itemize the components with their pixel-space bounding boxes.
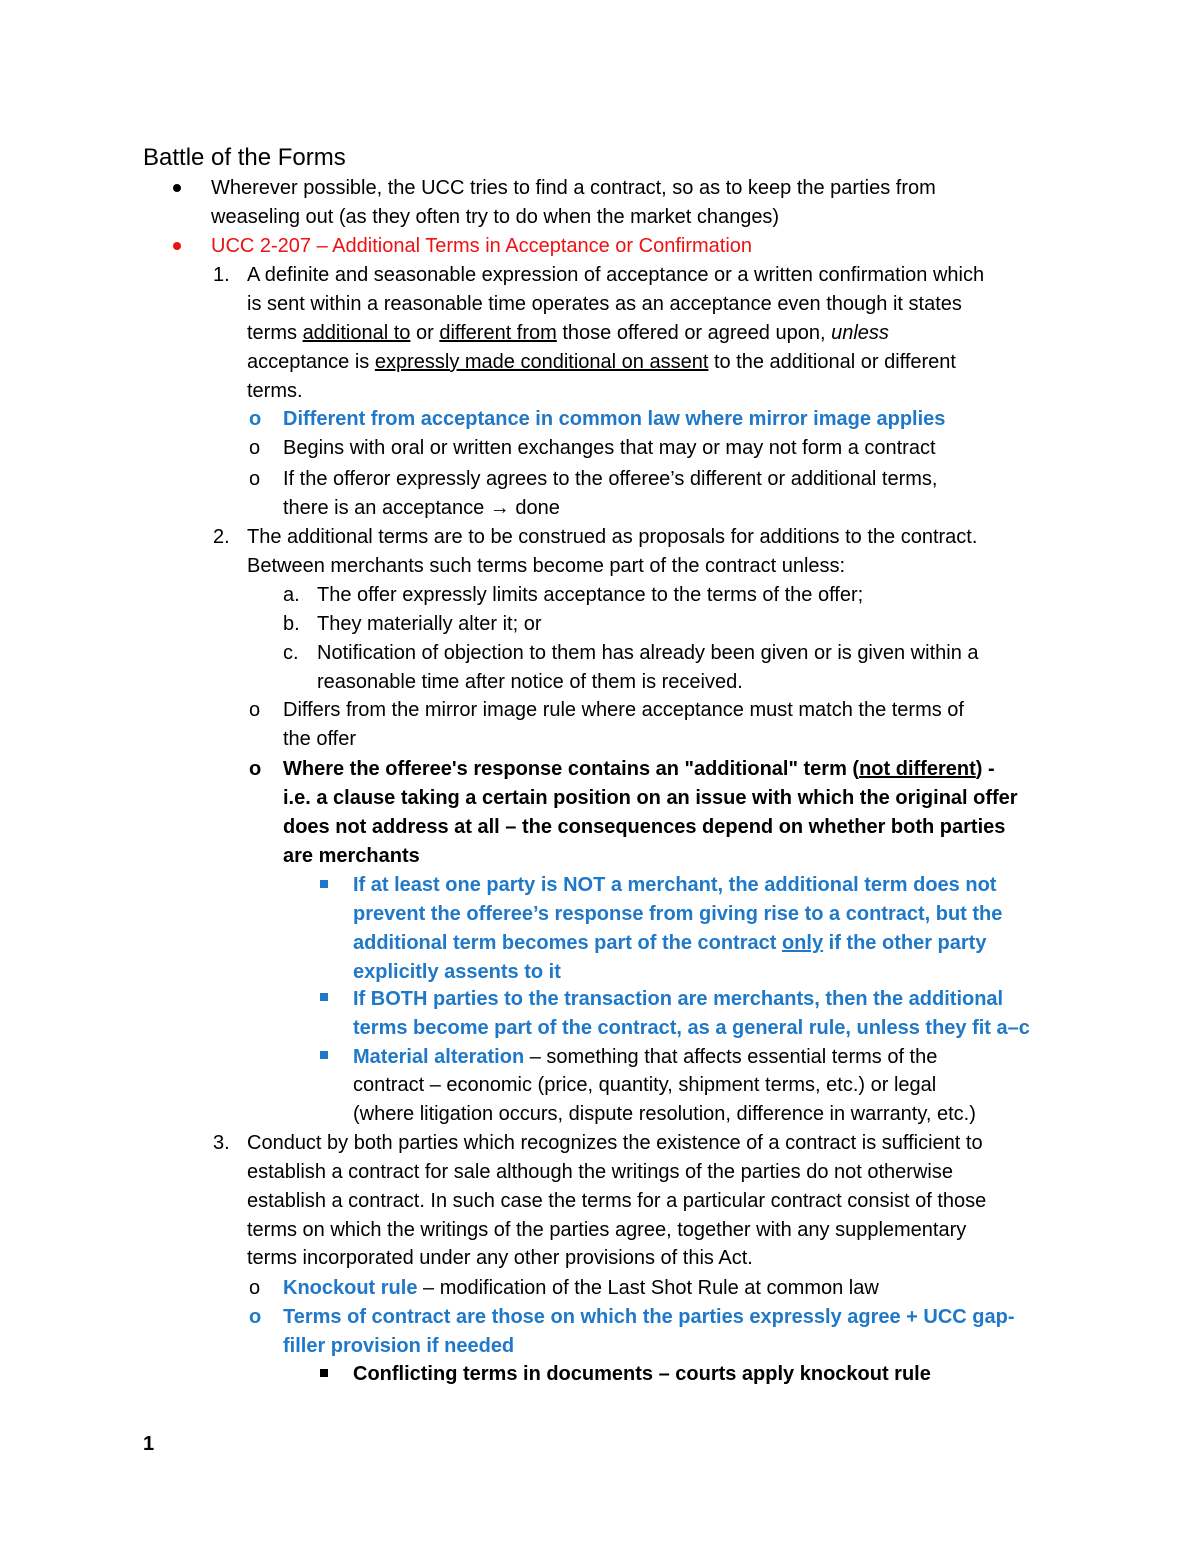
item-1-line-5: terms. [247, 380, 303, 402]
item-3-sub-1: Knockout rule – modification of the Last Shot Rule at common law [283, 1277, 879, 1299]
sub-bullet-marker: o [249, 758, 262, 780]
item-2-line-2: Between merchants such terms become part of the contract unless: [247, 555, 846, 577]
sub-bullet-marker: o [249, 437, 261, 459]
item-2-sub-1-line-1: Differs from the mirror image rule where acceptance must match the terms of [283, 699, 964, 721]
item-1-sub-2: Begins with oral or written exchanges that may or may not form a contract [283, 437, 936, 459]
item-2-sub-2-line-2: i.e. a clause taking a certain position on an issue with which the original offer [283, 787, 1018, 809]
square-bullet [320, 880, 328, 888]
item-1-number: 1. [213, 264, 230, 286]
item-3-tertiary-1: Conflicting terms in documents – courts apply knockout rule [353, 1363, 931, 1385]
item-2-tertiary-1-line-4: explicitly assents to it [353, 961, 561, 983]
item-2-tertiary-1-line-3: additional term becomes part of the contract only if the other party [353, 932, 987, 954]
item-1-line-4: acceptance is expressly made conditional on assent to the additional or different [247, 351, 956, 373]
item-2a-text: The offer expressly limits acceptance to the terms of the offer; [317, 584, 864, 606]
item-2-tertiary-3-line-1: Material alteration – something that affects essential terms of the [353, 1046, 938, 1068]
item-2-number: 2. [213, 526, 230, 548]
item-2c-marker: c. [283, 642, 299, 664]
item-2-line-1: The additional terms are to be construed as proposals for additions to the contract. [247, 526, 978, 548]
item-1-line-2: is sent within a reasonable time operates as an acceptance even though it states [247, 293, 962, 315]
item-2-sub-2-line-3: does not address at all – the consequences depend on whether both parties [283, 816, 1006, 838]
item-2a-marker: a. [283, 584, 300, 606]
item-3-number: 3. [213, 1132, 230, 1154]
bullet-dot [173, 184, 181, 192]
square-bullet [320, 993, 328, 1001]
page-number: 1 [143, 1433, 155, 1455]
sub-bullet-marker: o [249, 699, 261, 721]
item-1-line-3: terms additional to or different from those offered or agreed upon, unless [247, 322, 889, 344]
square-bullet [320, 1051, 328, 1059]
item-2-tertiary-1-line-1: If at least one party is NOT a merchant, the additional term does not [353, 874, 997, 896]
item-2c-line-1: Notification of objection to them has already been given or is given within a [317, 642, 979, 664]
item-2-sub-2-line-4: are merchants [283, 845, 420, 867]
bullet-1-line-2: weaseling out (as they often try to do when the market changes) [211, 206, 780, 228]
item-3-sub-2-line-2: filler provision if needed [283, 1335, 515, 1357]
item-3-line-1: Conduct by both parties which recognizes the existence of a contract is sufficient to [247, 1132, 983, 1154]
item-2c-line-2: reasonable time after notice of them is received. [317, 671, 743, 693]
item-3-line-3: establish a contract. In such case the terms for a particular contract consist of those [247, 1190, 987, 1212]
item-3-sub-2-line-1: Terms of contract are those on which the parties expressly agree + UCC gap- [283, 1306, 1015, 1328]
sub-bullet-marker: o [249, 408, 262, 430]
item-3-line-2: establish a contract for sale although the writings of the parties do not otherwise [247, 1161, 953, 1183]
sub-bullet-marker: o [249, 1277, 261, 1299]
item-2b-text: They materially alter it; or [317, 613, 542, 635]
sub-bullet-marker: o [249, 468, 261, 490]
item-2b-marker: b. [283, 613, 300, 635]
bullet-dot-red [173, 242, 181, 250]
bullet-1-line-1: Wherever possible, the UCC tries to find a contract, so as to keep the parties from [211, 177, 936, 199]
item-2-tertiary-1-line-2: prevent the offeree’s response from giving rise to a contract, but the [353, 903, 1003, 925]
ucc-heading: UCC 2-207 – Additional Terms in Acceptance or Confirmation [211, 235, 753, 257]
square-bullet [320, 1369, 328, 1377]
item-2-sub-1-line-2: the offer [283, 728, 357, 750]
document-title: Battle of the Forms [143, 144, 346, 171]
sub-bullet-marker: o [249, 1306, 262, 1328]
item-3-line-4: terms on which the writings of the parties agree, together with any supplementary [247, 1219, 967, 1241]
item-2-tertiary-2-line-2: terms become part of the contract, as a general rule, unless they fit a–c [353, 1017, 1030, 1039]
item-2-sub-2-line-1: Where the offeree's response contains an "additional" term (not different) - [283, 758, 995, 780]
item-1-sub-3-line-1: If the offeror expressly agrees to the offeree’s different or additional terms, [283, 468, 938, 490]
item-1-sub-3-line-2: there is an acceptance → done [283, 497, 560, 519]
item-3-line-5: terms incorporated under any other provisions of this Act. [247, 1247, 753, 1269]
item-1-line-1: A definite and seasonable expression of acceptance or a written confirmation which [247, 264, 985, 286]
item-2-tertiary-3-line-3: (where litigation occurs, dispute resolution, difference in warranty, etc.) [353, 1103, 976, 1125]
item-2-tertiary-3-line-2: contract – economic (price, quantity, shipment terms, etc.) or legal [353, 1074, 937, 1096]
item-2-tertiary-2-line-1: If BOTH parties to the transaction are merchants, then the additional [353, 988, 1004, 1010]
item-1-sub-1: Different from acceptance in common law where mirror image applies [283, 408, 946, 430]
